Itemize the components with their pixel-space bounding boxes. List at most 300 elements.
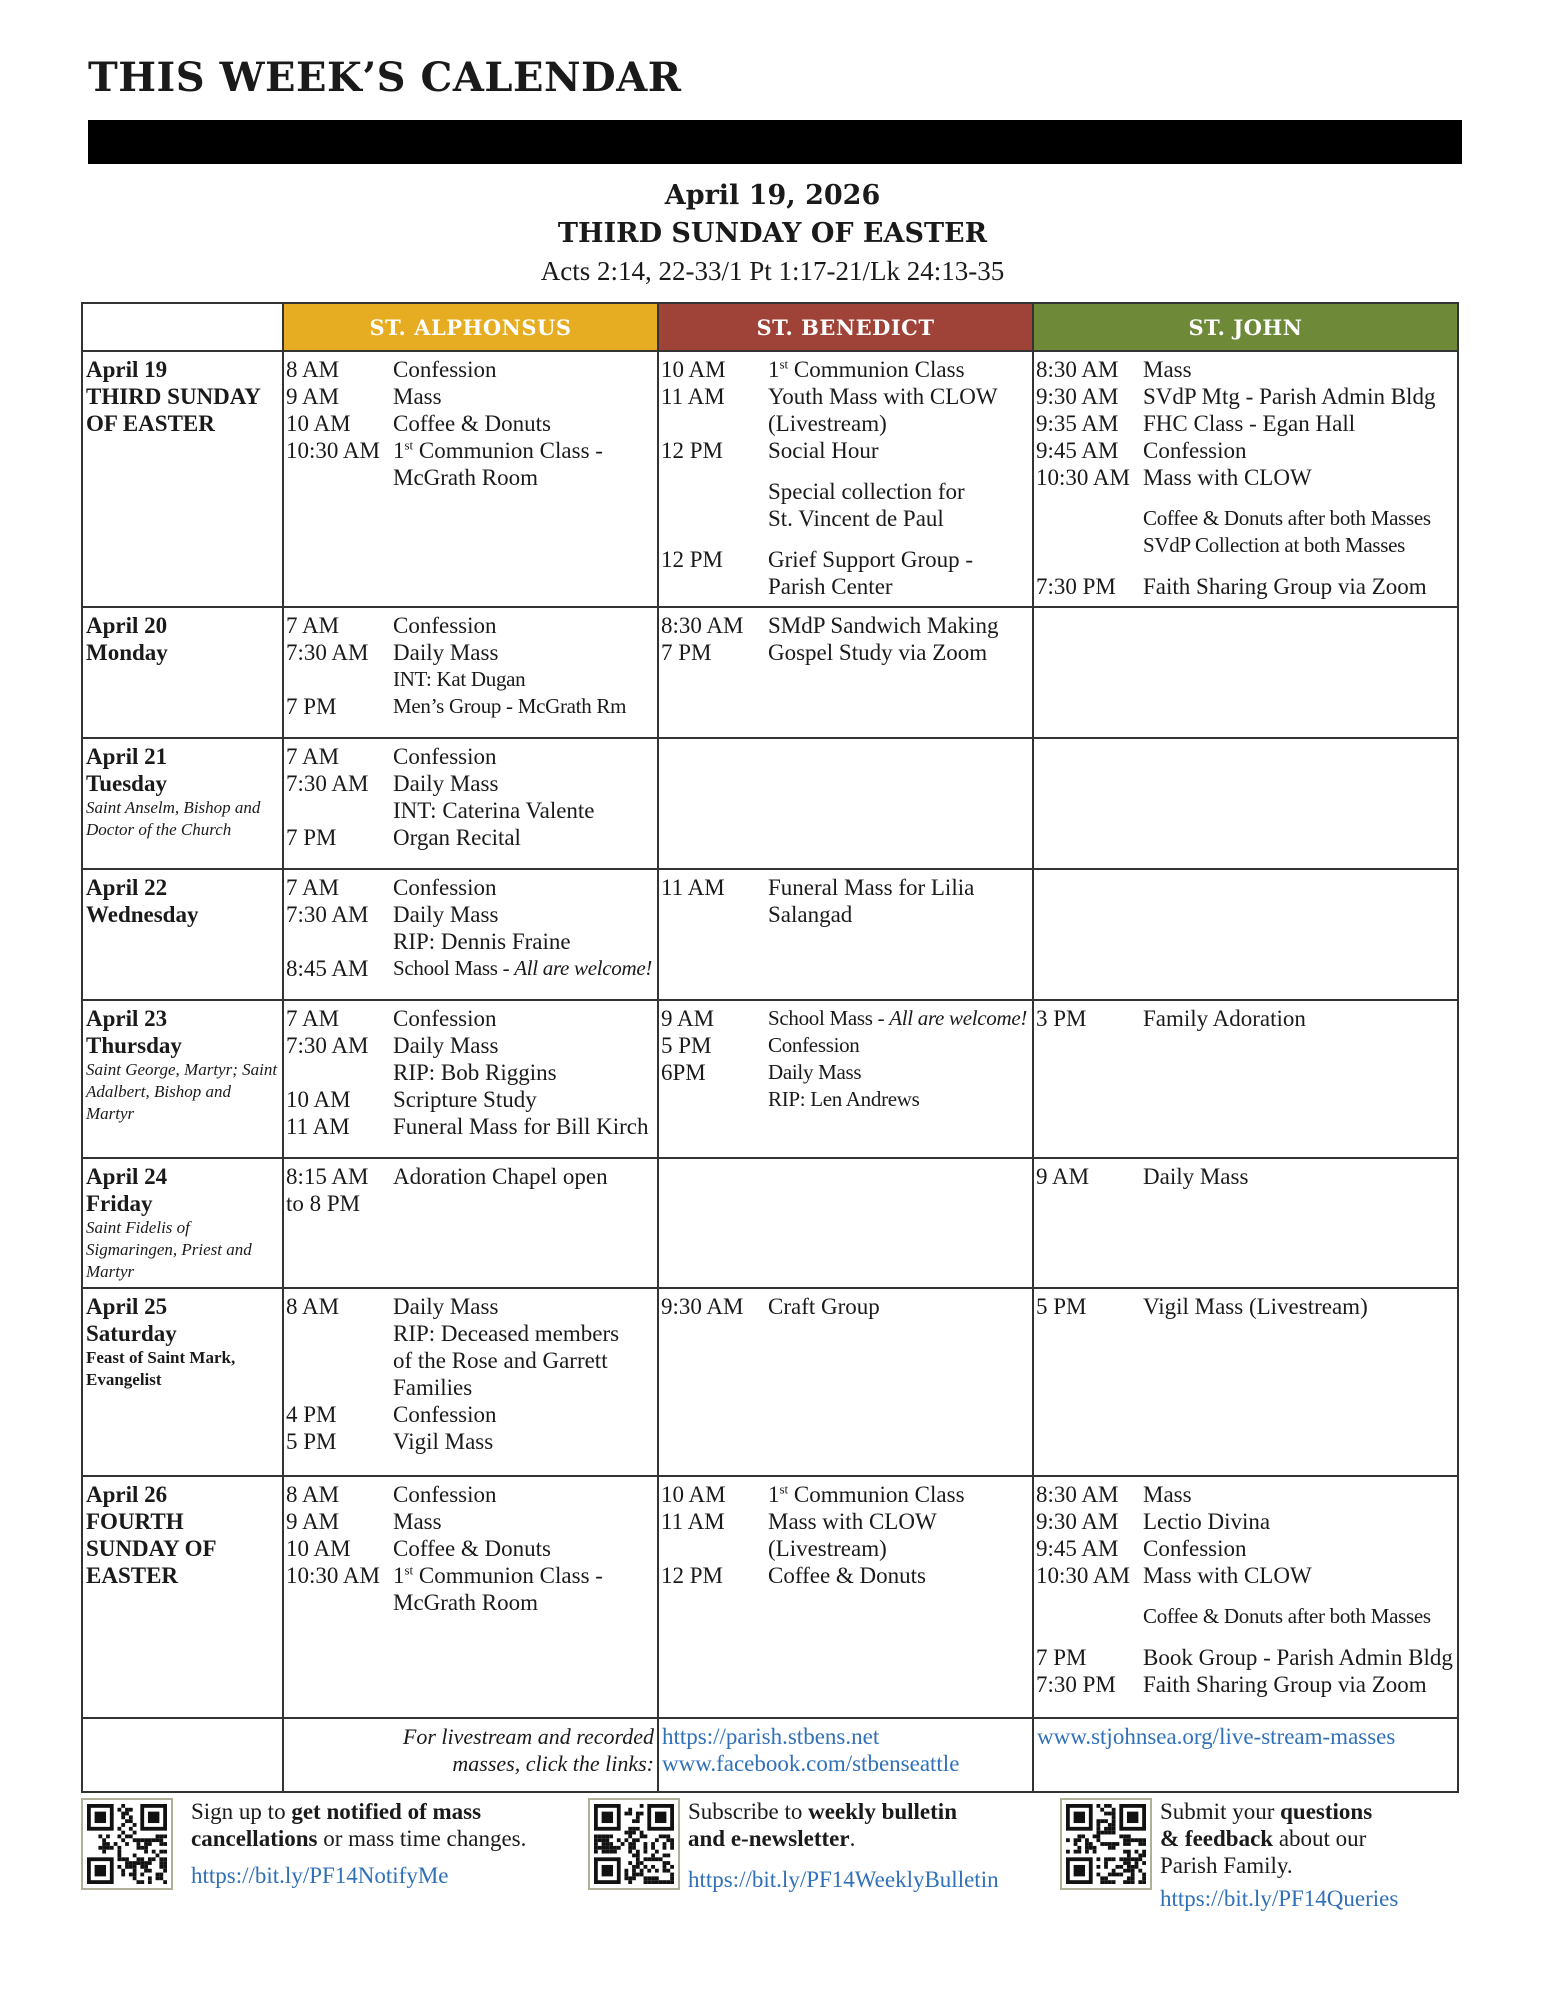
event-time: 10:30 AM (286, 438, 380, 463)
weekly-calendar-table (81, 302, 1459, 1793)
calendar-event (286, 612, 655, 639)
event-time: 9:30 AM (661, 1294, 744, 1319)
day-row-april-19 (82, 351, 1458, 607)
calendar-event (286, 639, 655, 666)
event-description: Youth Mass with CLOW (768, 384, 998, 409)
day-row-april-25 (82, 1288, 1458, 1476)
event-description: School Mass - All are welcome! (768, 1006, 1028, 1030)
event-description: Men’s Group - McGrath Rm (393, 694, 627, 718)
event-time: 9:45 AM (1036, 438, 1119, 463)
calendar-event (286, 797, 655, 824)
event-description: Grief Support Group - (768, 547, 974, 572)
event-description: Coffee & Donuts (768, 1563, 927, 1588)
weekly-bulletin-link[interactable]: https://bit.ly/PF14WeeklyBulletin (688, 1867, 999, 1892)
event-description: Special collection for (768, 479, 965, 504)
event-time: 8 AM (286, 1294, 340, 1319)
day-label-cell (82, 869, 283, 1000)
day-name: OF EASTER (86, 411, 215, 436)
event-time: 11 AM (286, 1114, 350, 1139)
day-name: Monday (86, 640, 168, 665)
calendar-event (1036, 1535, 1455, 1562)
calendar-event (1036, 410, 1455, 437)
event-description: Confession (393, 613, 497, 638)
event-description: RIP: Len Andrews (768, 1087, 920, 1111)
event-description: Daily Mass (393, 902, 499, 927)
calendar-event (1036, 1481, 1455, 1508)
event-description: Scripture Study (393, 1087, 537, 1112)
event-time (661, 478, 768, 505)
event-description: Coffee & Donuts after both Masses (1143, 506, 1431, 530)
calendar-event (286, 1163, 655, 1190)
saint-memorial-note: Saint Anselm, Bishop and Doctor of the Church (86, 798, 261, 839)
day-date: April 19 (86, 357, 168, 382)
day-date: April 22 (86, 875, 168, 900)
event-time: 8 AM (286, 1482, 340, 1507)
event-description: Daily Mass (1143, 1164, 1249, 1189)
event-description: Funeral Mass for Bill Kirch (393, 1114, 649, 1139)
calendar-date: April 19, 2026 (664, 180, 881, 211)
event-description: INT: Kat Dugan (393, 667, 526, 691)
event-description: Mass with CLOW (1143, 465, 1312, 490)
event-time: 7 AM (286, 613, 340, 638)
calendar-event (1036, 505, 1455, 532)
calendar-event (286, 437, 655, 464)
event-description: Mass with CLOW (768, 1509, 937, 1534)
event-time: 7:30 PM (1036, 1672, 1116, 1697)
alphonsus-events-cell (283, 1158, 658, 1288)
calendar-event (286, 464, 655, 491)
promo-bulletin-text: Subscribe to weekly bulletin and e-newsletter. https://bit.ly/PF14WeeklyBulletin (688, 1799, 999, 1892)
calendar-event (661, 383, 1030, 410)
calendar-event (286, 955, 655, 982)
calendar-event (1036, 1508, 1455, 1535)
qr-code-icon (81, 1798, 173, 1890)
event-time: 10 AM (661, 1482, 726, 1507)
event-time: 8 AM (286, 357, 340, 382)
event-description: Confession (768, 1033, 860, 1057)
event-time (661, 573, 768, 600)
john-livestream-link[interactable]: www.stjohnsea.org/live-stream-masses (1037, 1724, 1396, 1749)
day-date: April 20 (86, 613, 168, 638)
benedict-events-cell (658, 1158, 1033, 1288)
scripture-readings: Acts 2:14, 22-33/1 Pt 1:17-21/Lk 24:13-35 (540, 256, 1005, 286)
promo-queries (1060, 1798, 1398, 1912)
calendar-event (286, 1481, 655, 1508)
event-time: 11 AM (661, 384, 725, 409)
qr-code-icon (1060, 1798, 1152, 1890)
calendar-event (286, 1374, 655, 1401)
event-description: Daily Mass (393, 640, 499, 665)
benedict-parish-link[interactable]: https://parish.stbens.net (662, 1724, 880, 1749)
john-events-cell (1033, 738, 1458, 869)
event-time: 7:30 AM (286, 640, 369, 665)
calendar-event (286, 1059, 655, 1086)
calendar-event (286, 1005, 655, 1032)
day-row-april-22 (82, 869, 1458, 1000)
livestream-label-cell (283, 1718, 658, 1792)
liturgical-feast: THIRD SUNDAY OF EASTER (557, 218, 988, 249)
event-description: Confession (393, 1402, 497, 1427)
day-label-cell (82, 738, 283, 869)
alphonsus-events-cell (283, 607, 658, 738)
event-time: 8:30 AM (1036, 1482, 1119, 1507)
calendar-event (1036, 532, 1455, 559)
event-description: McGrath Room (393, 465, 539, 490)
event-time (1036, 505, 1143, 532)
event-description: Lectio Divina (1143, 1509, 1271, 1534)
event-description: Mass (393, 1509, 442, 1534)
calendar-event (1036, 1644, 1455, 1671)
event-time: 10:30 AM (1036, 465, 1130, 490)
event-time: 8:45 AM (286, 956, 369, 981)
event-description: 1st Communion Class - (393, 1562, 603, 1588)
event-time: 9:30 AM (1036, 1509, 1119, 1534)
event-description: Families (393, 1375, 473, 1400)
calendar-event (661, 1005, 1030, 1032)
promo-queries-text: Submit your questions & feedback about our Parish Family. https://bit.ly/PF14Queries (1160, 1799, 1399, 1911)
benedict-events-cell (658, 351, 1033, 607)
event-time: 10:30 AM (1036, 1563, 1130, 1588)
alphonsus-events-cell (283, 1476, 658, 1718)
event-time: 4 PM (286, 1402, 337, 1427)
event-description: RIP: Bob Riggins (393, 1060, 557, 1085)
calendar-event (286, 770, 655, 797)
calendar-event (661, 546, 1030, 573)
event-description: Confession (1143, 438, 1247, 463)
day-row-april-24 (82, 1158, 1458, 1288)
calendar-event (661, 478, 1030, 505)
event-description: 1st Communion Class - (393, 437, 603, 463)
event-description: Vigil Mass (393, 1429, 494, 1454)
title-divider-bar (88, 120, 1462, 164)
calendar-event (1036, 1005, 1455, 1032)
event-description: Social Hour (768, 438, 879, 463)
event-time: 11 AM (661, 1509, 725, 1534)
john-events-cell (1033, 1158, 1458, 1288)
day-name: Thursday (86, 1033, 182, 1058)
day-label-cell (82, 351, 283, 607)
livestream-label-line-1: For livestream and recorded (402, 1724, 654, 1749)
day-name: FOURTH (86, 1509, 184, 1534)
event-time: 9 AM (1036, 1164, 1090, 1189)
event-description: Coffee & Donuts after both Masses (1143, 1604, 1431, 1628)
event-time: 7:30 AM (286, 771, 369, 796)
day-name: Friday (86, 1191, 153, 1216)
promo-bulletin (588, 1798, 999, 1893)
calendar-event (286, 1562, 655, 1589)
benedict-facebook-link[interactable]: www.facebook.com/stbenseattle (662, 1751, 960, 1776)
day-name: Wednesday (86, 902, 199, 927)
event-description: Confession (393, 357, 497, 382)
calendar-event (661, 410, 1030, 437)
event-description: Faith Sharing Group via Zoom (1143, 1672, 1427, 1697)
event-time: 8:30 AM (1036, 357, 1119, 382)
event-description: Faith Sharing Group via Zoom (1143, 574, 1427, 599)
calendar-event (286, 383, 655, 410)
calendar-event (661, 1562, 1030, 1589)
column-header-st-benedict: ST. BENEDICT (658, 303, 1033, 351)
event-time (661, 1535, 768, 1562)
event-time: 9:35 AM (1036, 411, 1119, 436)
calendar-event (286, 693, 655, 720)
event-time: 5 PM (1036, 1294, 1087, 1319)
benedict-events-cell (658, 1476, 1033, 1718)
calendar-event (661, 1508, 1030, 1535)
calendar-event (1036, 464, 1455, 491)
day-date: April 23 (86, 1006, 168, 1031)
links-blank-cell (82, 1718, 283, 1792)
event-time (286, 1589, 393, 1616)
event-time: 9:30 AM (1036, 384, 1119, 409)
qr-code-icon (588, 1798, 680, 1890)
column-header-st-alphonsus: ST. ALPHONSUS (283, 303, 658, 351)
event-time: 10 AM (286, 411, 351, 436)
event-description: Vigil Mass (Livestream) (1143, 1294, 1368, 1319)
event-time (286, 666, 393, 693)
event-description: Confession (393, 875, 497, 900)
event-time: 5 PM (286, 1429, 337, 1454)
calendar-event (286, 1113, 655, 1140)
event-description: Mass (1143, 1482, 1192, 1507)
day-name: SUNDAY OF (86, 1536, 217, 1561)
john-events-cell (1033, 1000, 1458, 1158)
calendar-event (661, 612, 1030, 639)
event-time (286, 928, 393, 955)
calendar-event (286, 410, 655, 437)
calendar-event (286, 666, 655, 693)
calendar-event (286, 356, 655, 383)
event-time: 10 AM (286, 1536, 351, 1561)
event-description: Family Adoration (1143, 1006, 1306, 1031)
event-description: Mass with CLOW (1143, 1563, 1312, 1588)
page-title: THIS WEEK’S CALENDAR (88, 54, 682, 101)
day-row-april-21 (82, 738, 1458, 869)
event-time: 9 AM (286, 384, 340, 409)
event-time: 10:30 AM (286, 1563, 380, 1588)
calendar-body (82, 351, 1458, 1718)
event-time (286, 797, 393, 824)
event-time: 7 PM (1036, 1645, 1087, 1670)
event-description: Confession (1143, 1536, 1247, 1561)
event-description: Craft Group (768, 1294, 880, 1319)
john-events-cell (1033, 607, 1458, 738)
event-description: Daily Mass (768, 1060, 862, 1084)
calendar-event (286, 1428, 655, 1455)
event-time: 7 AM (286, 1006, 340, 1031)
calendar-event (661, 1059, 1030, 1086)
day-row-april-26 (82, 1476, 1458, 1718)
feast-note: Feast of Saint Mark, Evangelist (86, 1348, 236, 1389)
calendar-event (661, 1086, 1030, 1113)
calendar-event (286, 1589, 655, 1616)
calendar-event (286, 928, 655, 955)
event-time: 7 PM (286, 825, 337, 850)
benedict-events-cell (658, 607, 1033, 738)
event-description: Parish Center (768, 574, 893, 599)
event-description: Funeral Mass for Lilia (768, 875, 975, 900)
john-links-cell (1033, 1718, 1458, 1792)
event-time (1036, 1603, 1143, 1630)
saint-memorial-note: Saint Fidelis of Sigmaringen, Priest and Martyr (86, 1218, 252, 1281)
event-description: SMdP Sandwich Making (768, 613, 999, 638)
day-label-cell (82, 1288, 283, 1476)
day-label-cell (82, 1158, 283, 1288)
calendar-event (1036, 1163, 1455, 1190)
event-description: (Livestream) (768, 1536, 887, 1561)
calendar-event (661, 1481, 1030, 1508)
event-description: Daily Mass (393, 1033, 499, 1058)
event-description: Confession (393, 1482, 497, 1507)
calendar-event (286, 824, 655, 851)
event-time: to 8 PM (286, 1191, 361, 1216)
benedict-links-cell (658, 1718, 1033, 1792)
event-time: 10 AM (286, 1087, 351, 1112)
day-label-cell (82, 1476, 283, 1718)
event-time: 9 AM (286, 1509, 340, 1534)
event-time (286, 1347, 393, 1374)
alphonsus-events-cell (283, 869, 658, 1000)
event-description: Gospel Study via Zoom (768, 640, 988, 665)
john-events-cell (1033, 1288, 1458, 1476)
calendar-event (661, 1535, 1030, 1562)
event-time: 7:30 AM (286, 902, 369, 927)
event-description: Confession (393, 1006, 497, 1031)
calendar-event (1036, 383, 1455, 410)
header-blank (82, 303, 283, 351)
event-time (661, 410, 768, 437)
event-time: 9:45 AM (1036, 1536, 1119, 1561)
alphonsus-events-cell (283, 351, 658, 607)
alphonsus-events-cell (283, 1000, 658, 1158)
event-description: School Mass - All are welcome! (393, 956, 653, 980)
event-time: 7:30 PM (1036, 574, 1116, 599)
calendar-event (661, 1293, 1030, 1320)
calendar-event (286, 1320, 655, 1347)
queries-link[interactable]: https://bit.ly/PF14Queries (1160, 1886, 1399, 1911)
event-time: 7 PM (286, 694, 337, 719)
event-time: 9 AM (661, 1006, 715, 1031)
day-row-april-23 (82, 1000, 1458, 1158)
calendar-event (661, 505, 1030, 532)
calendar-event (286, 1347, 655, 1374)
event-time: 8:30 AM (661, 613, 744, 638)
event-time: 6PM (661, 1060, 706, 1085)
parish-header-row (82, 303, 1458, 351)
event-time (286, 1059, 393, 1086)
calendar-event (286, 1401, 655, 1428)
notify-me-link[interactable]: https://bit.ly/PF14NotifyMe (191, 1863, 449, 1888)
calendar-event (1036, 437, 1455, 464)
event-description: McGrath Room (393, 1590, 539, 1615)
benedict-events-cell (658, 738, 1033, 869)
calendar-event (286, 1293, 655, 1320)
event-description: Book Group - Parish Admin Bldg (1143, 1645, 1453, 1670)
event-description: Mass (1143, 357, 1192, 382)
calendar-event (661, 639, 1030, 666)
calendar-event (286, 874, 655, 901)
promo-notify (81, 1798, 526, 1890)
event-description: Coffee & Donuts (393, 411, 552, 436)
john-events-cell (1033, 351, 1458, 607)
event-description (393, 1190, 655, 1217)
calendar-event (286, 901, 655, 928)
event-time (661, 1086, 768, 1113)
event-description: Daily Mass (393, 771, 499, 796)
calendar-event (1036, 1603, 1455, 1630)
calendar-event (1036, 573, 1455, 600)
event-time (286, 1320, 393, 1347)
day-name: Tuesday (86, 771, 167, 796)
calendar-event (286, 1508, 655, 1535)
calendar-event (1036, 1293, 1455, 1320)
alphonsus-events-cell (283, 738, 658, 869)
benedict-events-cell (658, 869, 1033, 1000)
event-description: SVdP Mtg - Parish Admin Bldg (1143, 384, 1436, 409)
event-time: 12 PM (661, 438, 723, 463)
event-description: Mass (393, 384, 442, 409)
calendar-event (1036, 356, 1455, 383)
event-description: Coffee & Donuts (393, 1536, 552, 1561)
calendar-event (661, 356, 1030, 383)
event-description: RIP: Dennis Fraine (393, 929, 571, 954)
event-time: 8:15 AM (286, 1164, 369, 1189)
calendar-event (661, 874, 1030, 901)
event-description: Organ Recital (393, 825, 521, 850)
event-description: INT: Caterina Valente (393, 798, 595, 823)
event-time: 7:30 AM (286, 1033, 369, 1058)
calendar-event (286, 1535, 655, 1562)
event-description: 1st Communion Class (768, 1481, 965, 1507)
event-description: Confession (393, 744, 497, 769)
event-time (661, 901, 768, 928)
day-date: April 24 (86, 1164, 168, 1189)
event-description: Daily Mass (393, 1294, 499, 1319)
calendar-event (286, 1190, 655, 1217)
john-events-cell (1033, 1476, 1458, 1718)
calendar-event (661, 1032, 1030, 1059)
benedict-events-cell (658, 1000, 1033, 1158)
event-time (661, 505, 768, 532)
calendar-event (1036, 1671, 1455, 1698)
event-description: of the Rose and Garrett (393, 1348, 608, 1373)
day-date: April 26 (86, 1482, 168, 1507)
event-description: SVdP Collection at both Masses (1143, 533, 1406, 557)
livestream-links-row (82, 1718, 1458, 1792)
calendar-event (661, 437, 1030, 464)
alphonsus-events-cell (283, 1288, 658, 1476)
day-date: April 21 (86, 744, 168, 769)
john-events-cell (1033, 869, 1458, 1000)
calendar-event (1036, 1562, 1455, 1589)
event-description: Adoration Chapel open (393, 1164, 608, 1189)
event-time: 11 AM (661, 875, 725, 900)
column-header-st-john: ST. JOHN (1033, 303, 1458, 351)
event-time (286, 464, 393, 491)
event-description: RIP: Deceased members (393, 1321, 620, 1346)
day-label-cell (82, 607, 283, 738)
event-description: (Livestream) (768, 411, 887, 436)
event-description: 1st Communion Class (768, 356, 965, 382)
calendar-event (661, 573, 1030, 600)
event-time (1036, 532, 1143, 559)
event-description: Salangad (768, 902, 853, 927)
promo-notify-text: Sign up to get notified of mass cancellations or mass time changes. https://bit.ly/PF14NotifyMe (191, 1799, 527, 1888)
event-time: 12 PM (661, 547, 723, 572)
calendar-event (286, 1032, 655, 1059)
calendar-event (286, 1086, 655, 1113)
calendar-event (661, 901, 1030, 928)
event-time: 7 AM (286, 744, 340, 769)
